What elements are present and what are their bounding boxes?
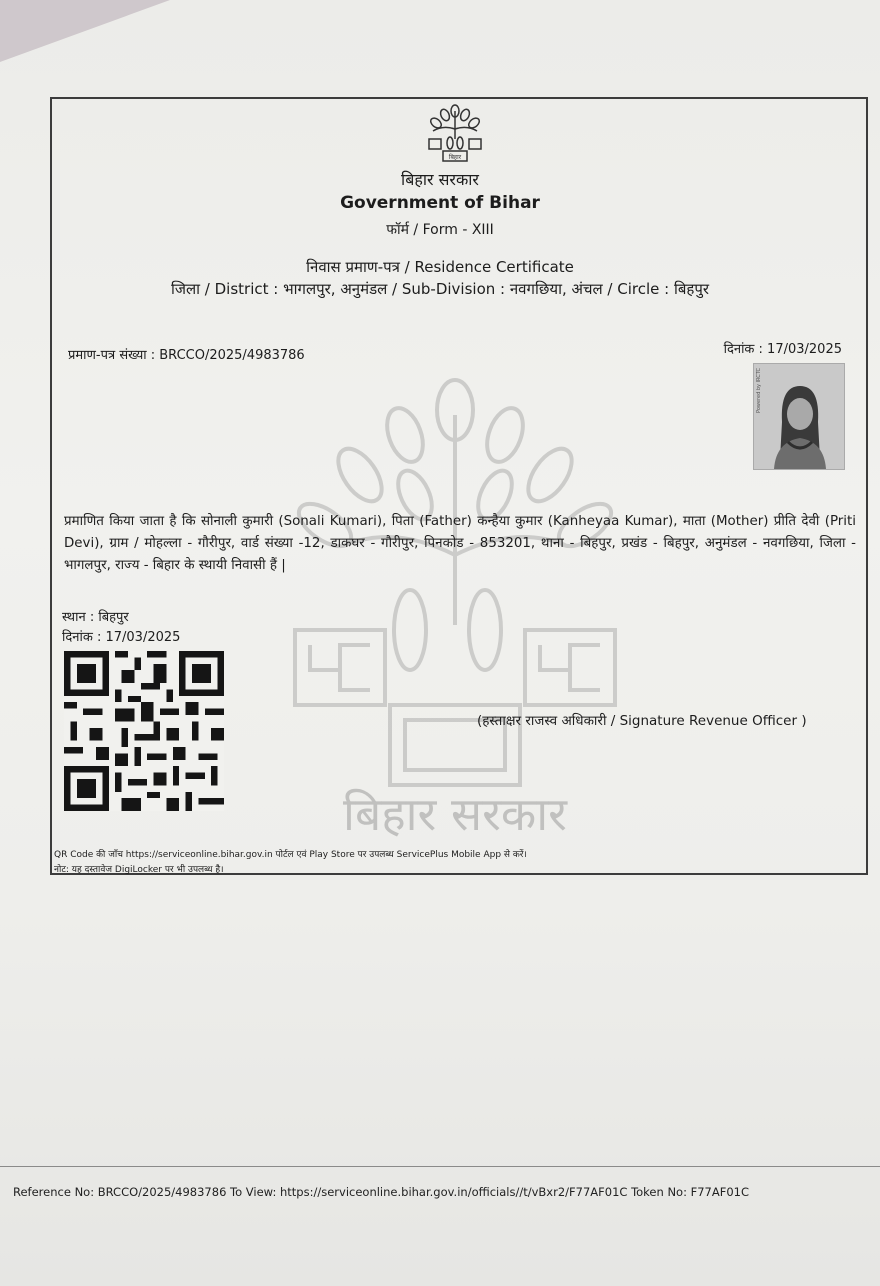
emblem-label: बिहार xyxy=(448,154,462,161)
signature-line: (हस्ताक्षर राजस्व अधिकारी / Signature Revenue Officer ) xyxy=(477,713,807,729)
certificate-number: प्रमाण-पत्र संख्या : BRCCO/2025/4983786 xyxy=(68,348,305,363)
bodhi-tree-watermark-icon xyxy=(285,375,625,845)
form-number: फॉर्म / Form - XIII xyxy=(386,222,494,238)
certificate-body: प्रमाणित किया जाता है कि सोनाली कुमारी (Sonali Kumari), पिता (Father) कन्हैया कुमार (Kanheyaa Kumar), माता (Mother) प्रीति देवी (Priti Devi), ग्राम / मोहल्ला - गौरीपुर, वार्ड संख्या -12, डाकघर - गौरीपुर, पिनकोड - 853201, थाना - बिहपुर, प्रखंड - बिहपुर, अनुमंडल - नवगछिया, जिला - भागलपुर, राज्य - बिहार के स्थायी निवासी हैं | xyxy=(64,514,856,573)
jurisdiction-line: जिला / District : भागलपुर, अनुमंडल / Sub-Division : नवगछिया, अंचल / Circle : बिहपुर xyxy=(170,280,710,298)
certificate-title: निवास प्रमाण-पत्र / Residence Certificate xyxy=(306,258,574,276)
certificate-date: दिनांक : 17/03/2025 xyxy=(723,342,842,357)
page-fold-line xyxy=(0,1166,880,1167)
qr-verification-note: QR Code की जाँच https://serviceonline.bihar.gov.in पोर्टल एवं Play Store पर उपलब्ध ServicePlus Mobile App से करें। xyxy=(54,850,527,860)
watermark-text: बिहार सरकार xyxy=(343,787,567,841)
page-corner-shadow xyxy=(0,0,170,62)
place-line: स्थान : बिहपुर xyxy=(62,610,129,625)
qr-code-icon[interactable] xyxy=(62,651,226,811)
digilocker-note: नोट: यह दस्तावेज DigiLocker पर भी उपलब्ध है। xyxy=(54,865,224,875)
issue-date-line: दिनांक : 17/03/2025 xyxy=(62,630,181,645)
state-title-english: Government of Bihar xyxy=(340,193,540,213)
state-title-hindi: बिहार सरकार xyxy=(401,170,479,189)
photo-side-text: Powered by IRCTC xyxy=(756,368,762,414)
bodhi-tree-emblem-icon xyxy=(423,103,487,165)
reference-line: Reference No: BRCCO/2025/4983786 To View: https://serviceonline.bihar.gov.in/officials//t/vBxr2/F77AF01C Token No: F77AF01C xyxy=(13,1185,750,1199)
photo-portrait-icon xyxy=(753,363,845,470)
